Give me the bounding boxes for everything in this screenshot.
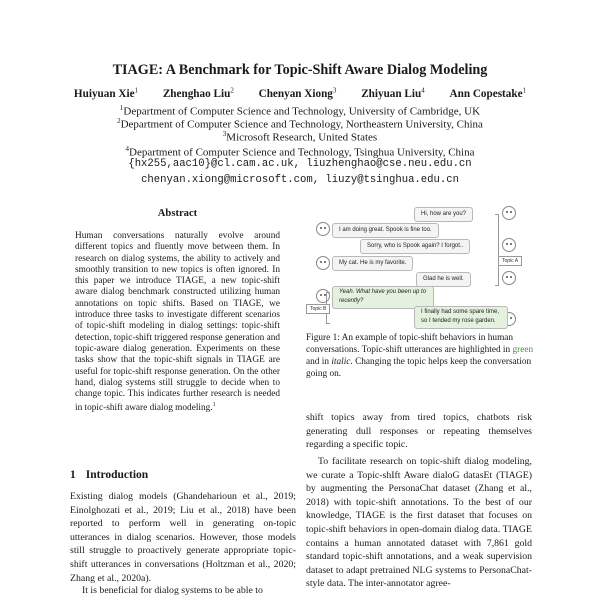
user-avatar [316,256,330,270]
author: Ann Copestake$^1$ [449,86,527,100]
affiliation: $^1$Department of Computer Science and Technology, University of Cambridge, UK [119,104,481,118]
user-avatar [316,222,330,236]
figure-caption: Figure 1: An example of topic-shift behaviors in human conversations. Topic-shift utterances are highlighted in green and in italic. Changing the topic helps keep the conversation going on. [306,333,534,379]
abstract-text: Human conversations naturally evolve around different topics and fluently move between them. In research on dialog systems, the ability to actively and smoothly transition to new topics is often ignored. In this paper we introduce TIAGE, a new topic-shift aware dialog benchmark constructed utilizing human annotations on topic shifts. Based on TIAGE, we introduce three tasks to investigate different scenarios of topic-shift modeling in dialog settings: topic-shift detection, topic-shift triggered response generation and topic-aware dialog generation. Experiments on these tasks show that the topic-shift signals in TIAGE are useful for topic-shift response generation. On the other hand, dialog systems still struggle to decide when to change topic. This indicates further research is needed in topic-shift aware dialog modeling.$^1$ [75,231,280,414]
chat-bubble: I am doing great. Spook is fine too. [332,223,439,238]
intro-paragraph: It is beneficial for dialog systems to be able to [82,585,263,596]
abstract-heading: Abstract [157,208,198,219]
body-paragraph: shift topics away from tired topics, chatbots risk generating dull responses or repeating themselves regarding a specific topic. [306,412,532,451]
paper-title: TIAGE: A Benchmark for Topic-Shift Aware Dialog Modeling [112,62,488,78]
chat-bubble: Glad he is well. [416,272,471,287]
figure-dialog-example [306,200,534,328]
body-paragraph: To facilitate research on topic-shift dialog modeling, we curate a Topic-shIft Aware dialoG datasEt (TIAGE) by augmenting the PersonaChat dataset (Zhang et al., 2018) with topic-shift annotations. To the best of our knowledge, TIAGE is the first dataset that focuses on topic-shift behaviors in open-domain dialog data. TIAGE contains a human annotated dataset with 7,861 gold standard topic-shift annotations, and a weak supervision dataset to adapt pretrained NLG systems to PersonaChat-style data. The inter-annotator agree- [306,456,532,590]
author: Zhenghao Liu$^2$ [162,86,234,100]
topic-bracket [495,214,499,286]
footnote-mark: 1 [212,402,216,409]
author: Huiyuan Xie$^1$ [73,86,139,100]
chat-bubble-topic-shift: I finally had some spare time, so I tended my rose garden. [414,306,508,329]
author: Zhiyuan Liu$^4$ [361,86,425,100]
chat-bubble-topic-shift: Yeah. What have you been up to recently? [332,286,434,309]
affiliation: $^4$Department of Computer Science and Technology, Tsinghua University, China [125,145,475,159]
author: Chenyan Xiong$^3$ [258,86,337,100]
user-avatar [502,206,516,220]
intro-paragraph: Existing dialog models (Ghandeharioun et al., 2019; Einolghozati et al., 2019; Liu et al., 2018) have been reported to perform well in generating on-topic utterances in dialog scenarios. However, those models still struggle to proactively generate appropriate topic-shift utterances in conversations (Holtzman et al., 2020; Zhang et al., 2020a). [70,491,296,584]
chat-bubble: Sorry, who is Spook again? I forgot.. [360,239,470,254]
user-avatar [502,271,516,285]
chat-bubble: My cat. He is my favorite. [332,256,413,271]
author-list [0,86,600,100]
topic-tag: Topic A [498,256,522,266]
email-line: chenyan.xiong@microsoft.com, liuzy@tsinghua.edu.cn [141,174,459,186]
chat-bubble: Hi, how are you? [414,207,473,222]
user-avatar [502,238,516,252]
affiliation: $^3$Microsoft Research, United States [222,130,378,144]
section-heading-introduction: 1 Introduction [70,469,149,481]
email-line: {hx255,aac10}@cl.cam.ac.uk, liuzhenghao@cse.neu.edu.cn [128,158,472,170]
topic-tag: Topic B [306,304,330,314]
affiliation: $^2$Department of Computer Science and Technology, Northeastern University, China [117,117,483,131]
